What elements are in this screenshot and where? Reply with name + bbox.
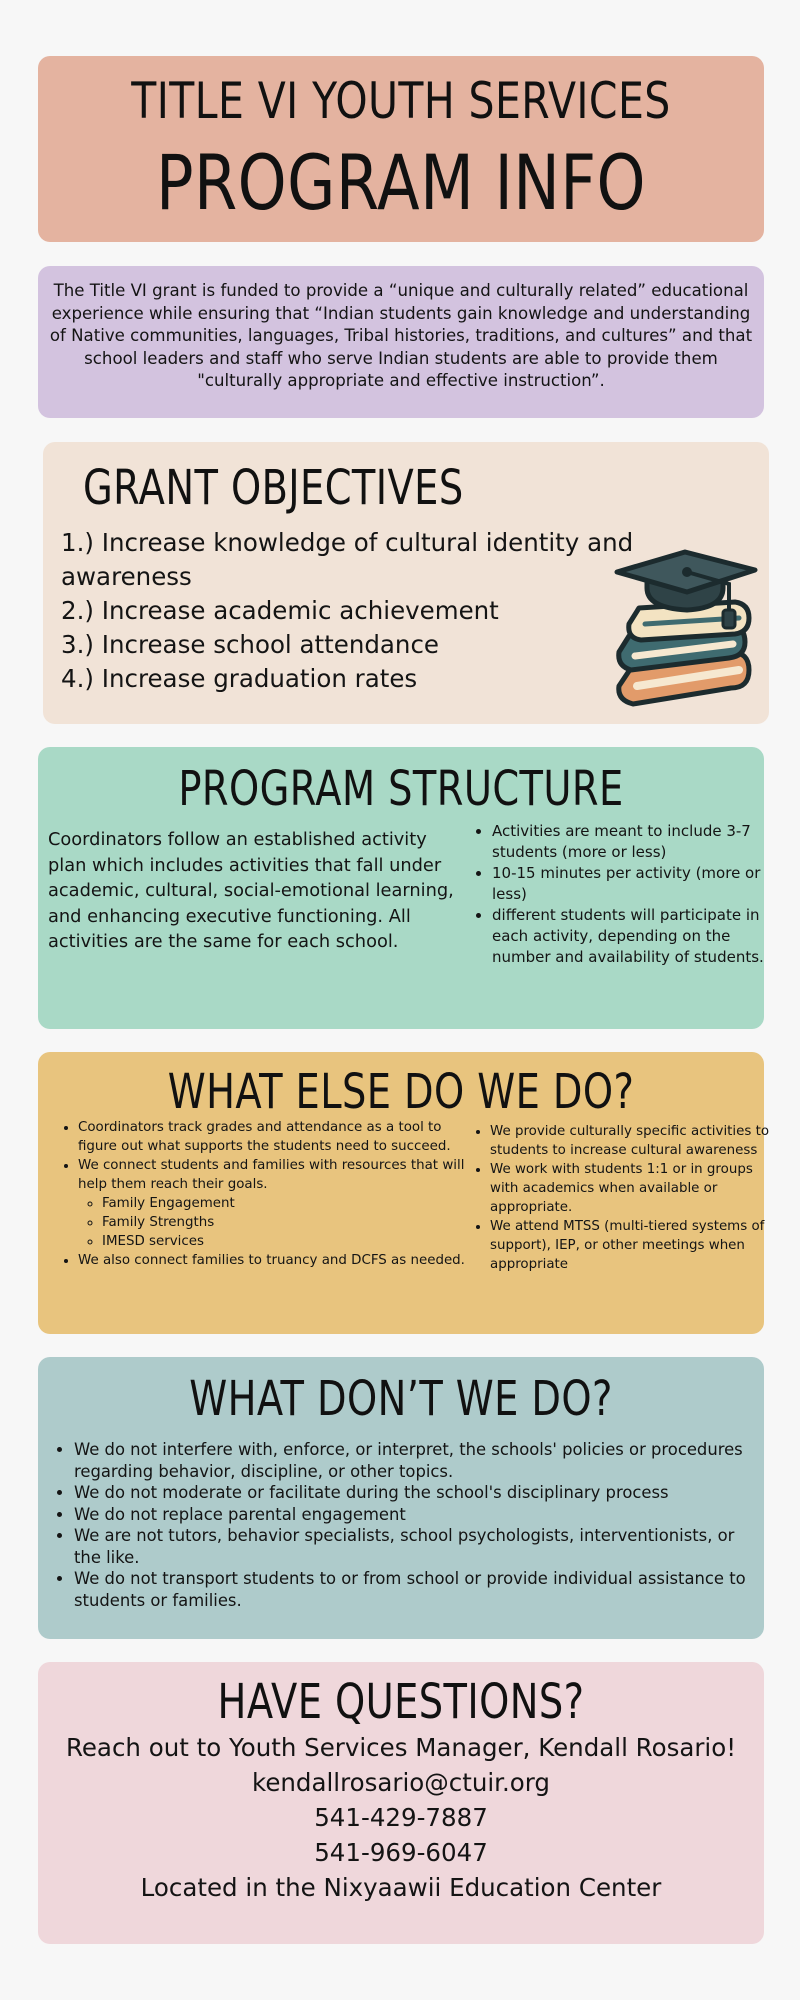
- what-else-heading: WHAT ELSE DO WE DO?: [167, 1064, 635, 1120]
- contact-location: Located in the Nixyaawii Education Center: [140, 1873, 662, 1902]
- objective-item: 2.) Increase academic achievement: [61, 596, 499, 625]
- title-card: [38, 56, 764, 242]
- list-item: • We do not interfere with, enforce, or interpret, the schools' policies or procedures regarding behavior, discipline, or other topics.: [74, 1439, 764, 1482]
- sub-list-item: ◦ IMESD services: [102, 1232, 478, 1251]
- what-dont-heading: WHAT DON’T WE DO?: [189, 1371, 613, 1427]
- objectives-list: [61, 526, 661, 696]
- contact-phone-1[interactable]: 541-429-7887: [314, 1803, 488, 1832]
- program-structure-card: [38, 747, 764, 1029]
- list-item: • different students will participate in each activity, depending on the number and availability of students.: [492, 905, 772, 968]
- list-item: [78, 1156, 478, 1251]
- what-dont-list: [52, 1439, 764, 1611]
- objective-item: 3.) Increase school attendance: [61, 630, 439, 659]
- objective-item: 1.) Increase knowledge of cultural identity and awareness: [61, 528, 634, 591]
- list-item: • We do not moderate or facilitate during the school's disciplinary process: [74, 1482, 764, 1504]
- sub-list-item: ◦ Family Engagement: [102, 1194, 478, 1213]
- what-dont-card: [38, 1357, 764, 1639]
- program-structure-heading: PROGRAM STRUCTURE: [178, 761, 624, 817]
- list-item: • We provide culturally specific activities to students to increase cultural awareness: [490, 1122, 780, 1160]
- list-item: • We attend MTSS (multi-tiered systems of support), IEP, or other meetings when appropriate: [490, 1217, 780, 1274]
- list-item: • Coordinators track grades and attendance as a tool to figure out what supports the students need to succeed.: [78, 1118, 478, 1156]
- intro-card: [38, 266, 764, 418]
- title-line-1: TITLE VI YOUTH SERVICES: [131, 72, 671, 130]
- what-else-card: [38, 1052, 770, 1334]
- list-item: • We do not transport students to or from school or provide individual assistance to students or families.: [74, 1568, 764, 1611]
- title-line-2: PROGRAM INFO: [155, 138, 647, 227]
- program-structure-text: Coordinators follow an established activity plan which includes activities that fall under academic, cultural, social-emotional learning, and enhancing executive functioning. All activities are the same for each school.: [48, 829, 454, 952]
- program-structure-bullets: [470, 821, 772, 968]
- questions-heading: HAVE QUESTIONS?: [217, 1674, 585, 1730]
- grant-objectives-card: [43, 442, 769, 724]
- list-item: • We do not replace parental engagement: [74, 1504, 764, 1526]
- graduation-books-icon: [611, 548, 761, 718]
- list-item: • We are not tutors, behavior specialists, school psychologists, interventionists, or the like.: [74, 1525, 764, 1568]
- contact-phone-2[interactable]: 541-969-6047: [314, 1838, 488, 1867]
- grant-objectives-heading: GRANT OBJECTIVES: [83, 460, 464, 516]
- sub-list-item: ◦ Family Strengths: [102, 1213, 478, 1232]
- sub-list: [78, 1194, 478, 1251]
- contact-intro: Reach out to Youth Services Manager, Kendall Rosario!: [65, 1733, 737, 1762]
- contact-info: [38, 1730, 764, 1905]
- list-item-text: We connect students and families with resources that will help them reach their goals.: [78, 1158, 465, 1192]
- what-else-right-list: [468, 1122, 780, 1274]
- list-item: • We work with students 1:1 or in groups with academics when available or appropriate.: [490, 1160, 780, 1217]
- what-else-left-list: [56, 1118, 478, 1270]
- list-item: • 10-15 minutes per activity (more or less): [492, 863, 772, 905]
- objective-item: 4.) Increase graduation rates: [61, 664, 418, 693]
- list-item: • We also connect families to truancy and DCFS as needed.: [78, 1251, 478, 1270]
- questions-card: [38, 1662, 764, 1944]
- contact-email[interactable]: kendallrosario@ctuir.org: [252, 1768, 550, 1797]
- list-item: • Activities are meant to include 3-7 students (more or less): [492, 821, 772, 863]
- intro-text: The Title VI grant is funded to provide a “unique and culturally related” educational experience while ensuring that “Indian students gain knowledge and understanding of Native communities, languages, Tribal histories, traditions, and cultures” and that school leaders and staff who serve Indian students are able to provide them "culturally appropriate and effective instruction”.: [49, 281, 753, 390]
